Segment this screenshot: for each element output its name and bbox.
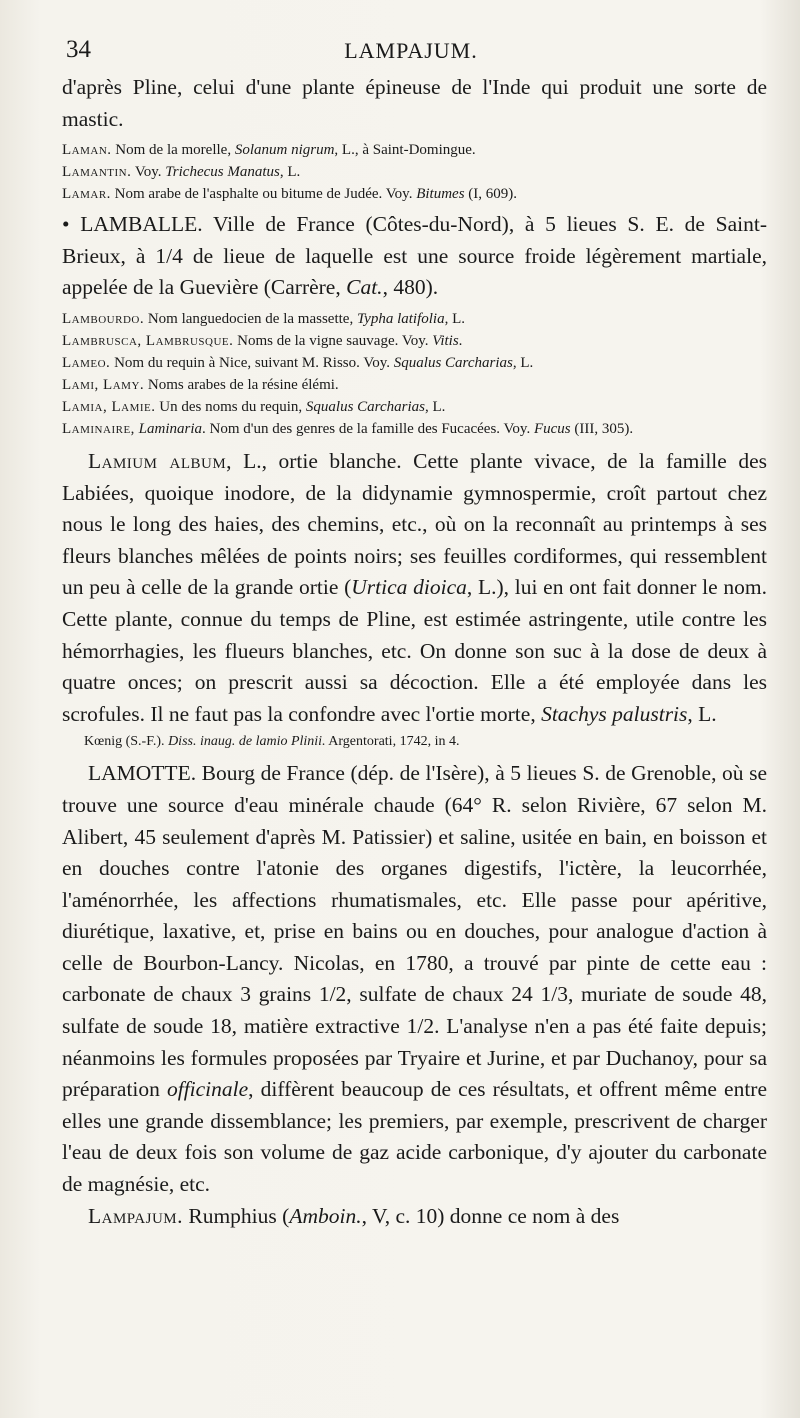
entry-headword: • LAMBALLE. — [62, 212, 203, 237]
entry-headword: Lamium album — [88, 448, 227, 473]
entry-laminaire: Laminaire, Laminaria. Nom d'un des genres de la famille des Fucacées. Voy. Fucus (III, 305). — [62, 420, 634, 437]
entry-headword: Lamia, Lamie. — [62, 398, 156, 415]
entry-headword: Laman. — [62, 142, 112, 159]
entry-lamia: Lamia, Lamie. Un des noms du requin, Squalus Carcharias, L. — [62, 398, 446, 415]
entry-lambrusca: Lambrusca, Lambrusque. Noms de la vigne sauvage. Voy. Vitis. — [62, 332, 463, 349]
continued-paragraph: d'après Pline, celui d'une plante épineuse de l'Inde qui produit une sorte de mastic. — [62, 75, 767, 131]
entry-lamar: Lamar. Nom arabe de l'asphalte ou bitume de Judée. Voy. Bitumes (I, 609). — [62, 186, 518, 203]
entry-headword: Lampajum. — [88, 1203, 183, 1228]
entry-headword: Lamantin. — [62, 164, 132, 181]
entry-lamium-album: Lamium album, L., ortie blanche. Cette plante vivace, de la famille des Labiées, quoique inodore, de la didynamie gymnospermie, croît partout chez nous le long des haies, des chemins, etc., où on la reconnaît au printemps à ses fleurs blanches mêlées de points noirs; ses feuilles cordiformes, qui ressemblent un peu à celle de la grande ortie (Urtica dioica, L.), lui en ont fait donner le nom. Cette plante, connue du temps de Pline, est estimée astringente, utile contre les hémorrhagies, les flueurs blanches, etc. On donne son suc à la dose de deux à quatre onces; on prescrit aussi sa décoction. Elle a été employée dans les scrofules. Il ne faut pas la confondre avec l'ortie morte, Stachys palustris, L. — [62, 448, 768, 726]
entry-lamantin: Lamantin. Voy. Trichecus Manatus, L. — [62, 164, 301, 181]
page-number: 34 — [66, 36, 91, 63]
entry-headword: Lamar. — [62, 186, 111, 203]
entry-lambourdo: Lambourdo. Nom languedocien de la massette, Typha latifolia, L. — [62, 310, 466, 327]
running-title: LAMPAJUM. — [344, 38, 478, 63]
entry-lamotte: LAMOTTE. Bourg de France (dép. de l'Isère), à 5 lieues S. de Grenoble, où se trouve une source d'eau minérale chaude (64° R. selon Rivière, 67 selon M. Alibert, 45 seulement d'après M. Patissier) et saline, usitée en bain, en boisson et en douches contre l'atonie des organes digestifs, l'ictère, la leucorrhée, l'aménorrhée, les affections rhumatismales, etc. Elle passe pour apéritive, diurétique, laxative, et, prise en bains ou en douches, pour analogue d'action à celle de Bourbon-Lancy. Nicolas, en 1780, a trouvé par pinte de cette eau : carbonate de chaux 3 grains 1/2, sulfate de chaux 24 1/3, muriate de soude 48, sulfate de soude 18, matière extractive 1/2. L'analyse n'en a pas été faite depuis; néanmoins les formules proposées par Tryaire et Jurine, et par Duchanoy, pour sa préparation officinale, diffèrent beaucoup de ces résultats, et offrent même entre elles une grande dissemblance; les premiers, par exemple, prescrivent de charger l'eau de deux fois son volume de gaz acide carbonique, d'y ajouter du carbonate de magnésie, etc. — [62, 761, 767, 1197]
entry-lameo: Lameo. Nom du requin à Nice, suivant M. Risso. Voy. Squalus Carcharias, L. — [62, 354, 534, 371]
bibliography-koenig: Kœnig (S.-F.). Diss. inaug. de lamio Plinii. Argentorati, 1742, in 4. — [84, 734, 460, 750]
page-body — [62, 72, 767, 1232]
page-header — [66, 36, 756, 68]
entry-headword: LAMOTTE. — [88, 761, 197, 786]
entry-headword: Lameo. — [62, 354, 111, 371]
entry-lami: Lami, Lamy. Noms arabes de la résine élémi. — [62, 376, 339, 393]
entry-headword: Lambrusca, Lambrusque. — [62, 332, 234, 349]
entry-headword: Lambourdo. — [62, 310, 145, 327]
entry-laman: Laman. Nom de la morelle, Solanum nigrum, L., à Saint-Domingue. — [62, 142, 476, 159]
entry-headword: Laminaire, — [62, 420, 135, 437]
entry-lampajum: Lampajum. Rumphius (Amboin., V, c. 10) donne ce nom à des — [88, 1203, 620, 1228]
entry-lamballe: • LAMBALLE. Ville de France (Côtes-du-Nord), à 5 lieues S. E. de Saint-Brieux, à 1/4 de lieue de laquelle est une source froide légèrement martiale, appelée de la Guevière (Carrère, Cat., 480). — [62, 212, 767, 300]
entry-headword: Lami, Lamy. — [62, 376, 145, 393]
